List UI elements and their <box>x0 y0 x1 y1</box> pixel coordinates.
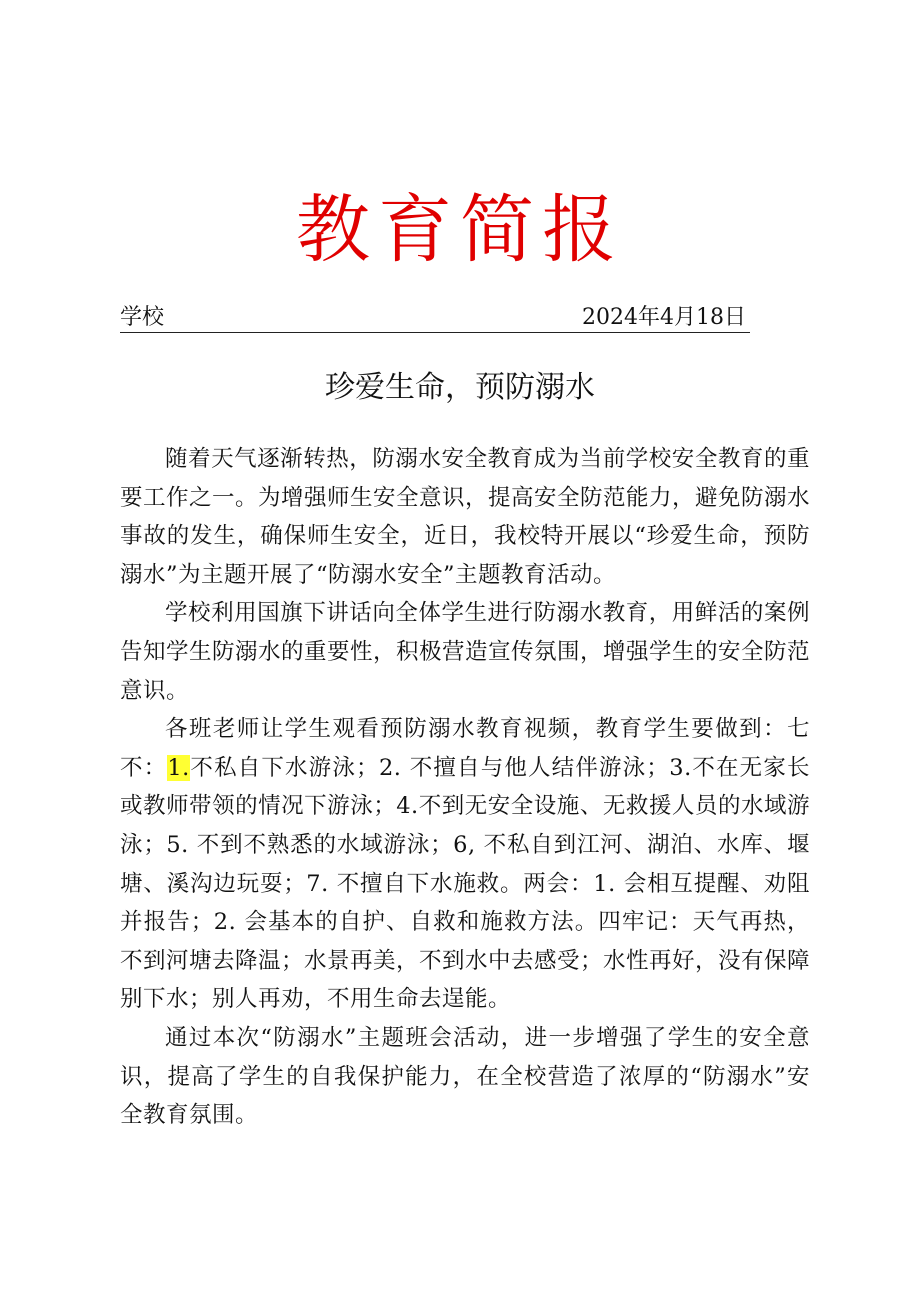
issue-date: 2024年4月18日 <box>582 305 746 330</box>
article-body <box>120 440 810 1135</box>
rules-lead: 各班老师让学生观看预防溺水教育视频，教育学生要做到：七不： <box>120 716 810 781</box>
paragraph-intro: 随着天气逐渐转热，防溺水安全教育成为当前学校安全教育的重要工作之一。为增强师生安全意识，提高安全防范能力，避免防溺水事故的发生，确保师生安全，近日，我校特开展以“珍爱生命，预防溺水”为主题开展了“防溺水安全”主题教育活动。 <box>120 446 811 588</box>
rules-list: 不私自下水游泳；2. 不擅自与他人结伴游泳；3.不在无家长或教师带领的情况下游泳；4.不到无安全设施、无救援人员的水域游泳；5. 不到不熟悉的水域游泳；6, 不私自到江河、湖泊、水库、堰塘、溪沟边玩耍；7. 不擅自下水施救。两会：1. 会相互提醒、劝阻并报告；2. 会基本的自护、自救和施救方法。四牢记：天气再热，不到河塘去降温；水景再美，不到水中去感受；水性再好，没有保障别下水；别人再劝，不用生命去逞能。 <box>120 754 811 1013</box>
article-headline: 珍爱生命，预防溺水 <box>325 370 595 405</box>
masthead-title: 教育简报 <box>296 187 624 273</box>
issue-info-line <box>120 304 750 333</box>
paragraph-summary: 通过本次“防溺水”主题班会活动，进一步增强了学生的安全意识，提高了学生的自我保护能力，在全校营造了浓厚的“防溺水”安全教育氛围。 <box>120 1024 810 1129</box>
highlighted-number: 1. <box>167 754 190 781</box>
paragraph-rules <box>120 710 810 1019</box>
school-name: 学校 <box>120 305 165 330</box>
paragraph-flag-speech: 学校利用国旗下讲话向全体学生进行防溺水教育，用鲜活的案例告知学生防溺水的重要性，积极营造宣传氛围，增强学生的安全防范意识。 <box>120 600 811 704</box>
